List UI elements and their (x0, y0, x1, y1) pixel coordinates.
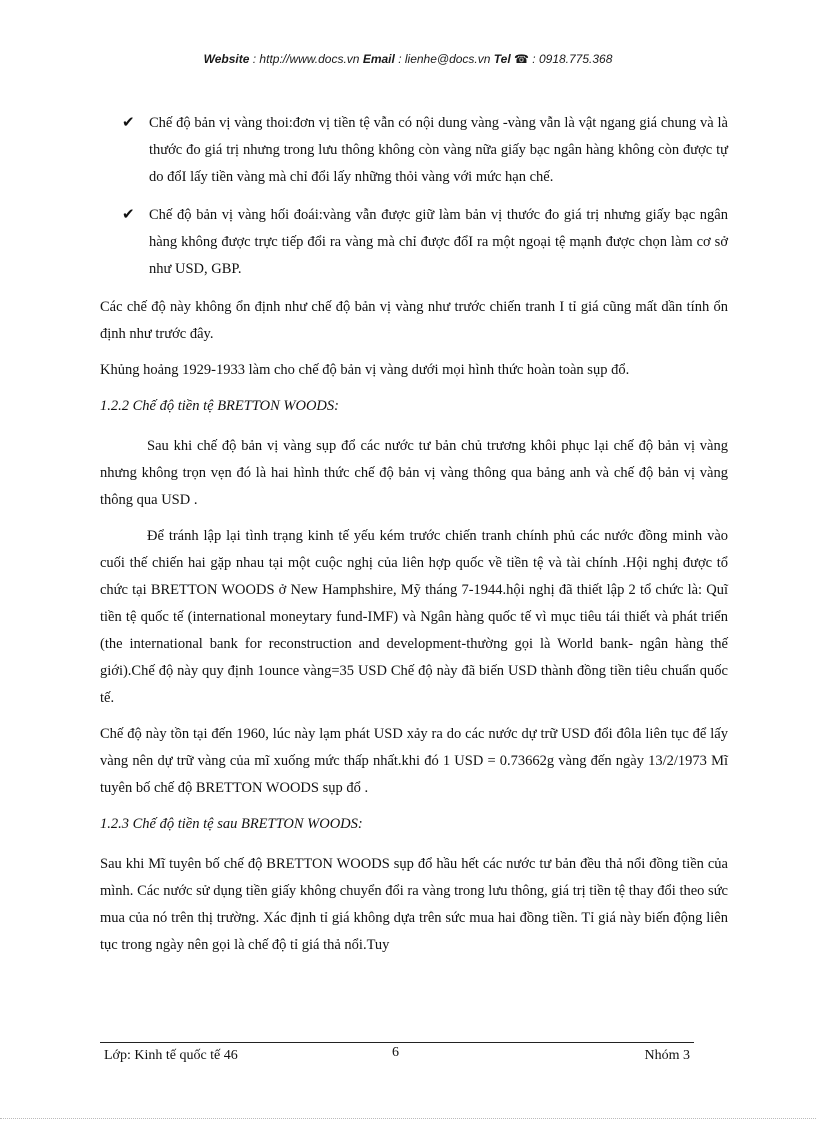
tel-value: : 0918.775.368 (532, 52, 613, 66)
bullet-text: Chế độ bản vị vàng hối đoái:vàng vẫn được giữ làm bản vị thước đo giá trị nhưng giấy bạc ngân hàng không được trực tiếp đổi ra vàng mà chỉ được đổI ra một ngoại tệ mạnh được chọn làm cơ sở như USD, GBP. (149, 207, 728, 277)
page-number: 6 (392, 1045, 399, 1060)
checkmark-icon: ✔ (122, 115, 135, 131)
footer-class-label: Lớp: Kinh tế quốc tế 46 (104, 1048, 238, 1063)
document-body (100, 110, 728, 968)
bullet-item (122, 110, 728, 191)
section-heading: 1.2.3 Chế độ tiền tệ sau BRETTON WOODS: (100, 816, 363, 832)
page-header (0, 52, 816, 66)
page-bottom-border (0, 1118, 816, 1119)
bullet-text: Chế độ bản vị vàng thoi:đơn vị tiền tệ vẫn có nội dung vàng -vàng vẫn là vật ngang giá chung và là thước đo giá trị nhưng trong lưu thông không còn vàng nữa giấy bạc ngân hàng không còn được tự do đổI lấy tiền vàng mà chỉ đổi lấy những thỏi vàng với mức hạn chế. (149, 115, 728, 185)
paragraph: Các chế độ này không ổn định như chế độ bản vị vàng như trước chiến tranh I tỉ giá cũng mất dần tính ổn định như trước đây. (100, 299, 728, 342)
footer-group-label: Nhóm 3 (644, 1048, 690, 1063)
paragraph: Chế độ này tồn tại đến 1960, lúc này lạm phát USD xảy ra do các nước dự trữ USD đổi đôla liên tục để lấy vàng nên dự trữ vàng của mĩ xuống mức thấp nhất.khi đó 1 USD = 0.73662g vàng đến ngày 13/2/1973 Mĩ tuyên bố chế độ BRETTON WOODS sụp đổ . (100, 726, 728, 796)
website-label: Website (203, 52, 250, 66)
paragraph: Khủng hoảng 1929-1933 làm cho chế độ bản vị vàng dưới mọi hình thức hoàn toàn sụp đổ. (100, 362, 630, 378)
tel-label: Tel ☎ (493, 52, 529, 66)
email-label: Email (362, 52, 395, 66)
email-value: : lienhe@docs.vn (398, 52, 491, 66)
paragraph: Sau khi Mĩ tuyên bố chế độ BRETTON WOODS sụp đổ hầu hết các nước tư bản đều thả nổi đồng tiền của mình. Các nước sử dụng tiền giấy không chuyển đổi ra vàng trong lưu thông, giá trị tiền tệ thay đổi theo sức mua của nó trên thị trường. Xác định tỉ giá không dựa trên sức mua hai đồng tiền. Tỉ giá này biến động liên tục trong ngày nên gọi là chế độ tỉ giá thả nổi.Tuy (100, 856, 728, 953)
page-footer (104, 1045, 690, 1064)
paragraph: Để tránh lập lại tình trạng kinh tế yếu kém trước chiến tranh chính phủ các nước đồng minh vào cuối thế chiến hai gặp nhau tại một cuộc nghị của liên hợp quốc về tiền tệ và tài chính .Hội nghị được tổ chức tại BRETTON WOODS ở New Hamphshire, Mỹ tháng 7-1944.hội nghị đã thiết lập 2 tổ chức là: Quĩ tiền tệ quốc tế (international moneytary fund-IMF) và Ngân hàng quốc tế vì mục tiêu tái thiết và phát triển (the international bank for reconstruction and development-thường gọi là World bank- ngân hàng thế giới).Chế độ này quy định 1ounce vàng=35 USD Chế độ này đã biến USD thành đồng tiền tiêu chuẩn quốc tế. (100, 528, 728, 706)
checkmark-icon: ✔ (122, 207, 135, 223)
footer-divider (100, 1042, 694, 1043)
bullet-item (122, 202, 728, 283)
section-heading: 1.2.2 Chế độ tiền tệ BRETTON WOODS: (100, 398, 339, 414)
paragraph: Sau khi chế độ bản vị vàng sụp đổ các nước tư bản chủ trương khôi phục lại chế độ bản vị vàng nhưng không trọn vẹn đó là hai hình thức chế độ bản vị vàng thông qua bảng anh và chế độ bản vị vàng thông qua USD . (100, 438, 728, 508)
website-value: : http://www.docs.vn (252, 52, 360, 66)
